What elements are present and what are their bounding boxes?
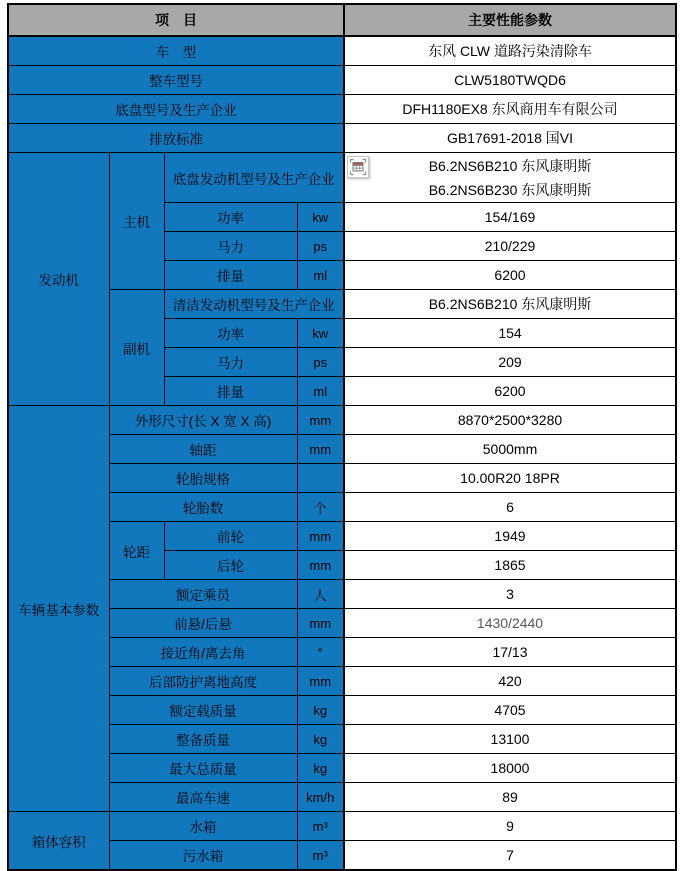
spec-unit: mm [297, 667, 344, 696]
spec-label: 排放标准 [8, 124, 344, 153]
row-rated-load [8, 696, 676, 725]
spec-value: 209 [344, 348, 676, 377]
spec-label: 整备质量 [109, 725, 297, 754]
spec-label: 底盘型号及生产企业 [8, 95, 344, 124]
spec-label: 接近角/离去角 [109, 638, 297, 667]
engine-model-line-2: B6.2NS6B230 东风康明斯 [428, 181, 592, 198]
spec-label: 前轮 [164, 522, 297, 551]
row-emission-standard [8, 124, 676, 153]
spec-label: 轮胎数 [109, 493, 297, 522]
spec-unit [297, 464, 344, 493]
spec-unit: kw [297, 203, 344, 232]
row-curb-weight [8, 725, 676, 754]
spec-label: 功率 [164, 319, 297, 348]
spec-label: 水箱 [109, 812, 297, 841]
spec-label: 额定乘员 [109, 580, 297, 609]
spec-unit: 人 [297, 580, 344, 609]
spec-unit: ps [297, 348, 344, 377]
row-tire-count [8, 493, 676, 522]
spec-value: 6200 [344, 377, 676, 406]
spec-unit: mm [297, 522, 344, 551]
spec-label: 排量 [164, 261, 297, 290]
table-select-icon[interactable] [347, 156, 369, 178]
engine-main-cell: 主机 [109, 153, 164, 290]
spec-label: 前悬/后悬 [109, 609, 297, 638]
spec-unit: kg [297, 754, 344, 783]
spec-value: 9 [344, 812, 676, 841]
header-params-cell: 主要性能参数 [344, 4, 676, 36]
header-item-cell: 项 目 [8, 4, 344, 36]
spec-label: 后部防护离地高度 [109, 667, 297, 696]
spec-label: 最大总质量 [109, 754, 297, 783]
spec-label: 清洁发动机型号及生产企业 [164, 290, 344, 319]
spec-value: GB17691-2018 国VI [344, 124, 676, 153]
spec-unit: ps [297, 232, 344, 261]
spec-label: 马力 [164, 348, 297, 377]
row-gross-weight [8, 754, 676, 783]
row-rear-guard-height [8, 667, 676, 696]
spec-label: 排量 [164, 377, 297, 406]
row-chassis-model [8, 95, 676, 124]
spec-value: CLW5180TWQD6 [344, 66, 676, 95]
spec-unit: 个 [297, 493, 344, 522]
row-water-tank [8, 812, 676, 841]
tank-group-cell: 箱体容积 [8, 812, 109, 871]
spec-value: 1949 [344, 522, 676, 551]
row-rated-passengers [8, 580, 676, 609]
vehicle-spec-table [7, 3, 677, 871]
spec-unit: kg [297, 725, 344, 754]
spec-value: 154 [344, 319, 676, 348]
spec-value: 13100 [344, 725, 676, 754]
spec-value: 10.00R20 18PR [344, 464, 676, 493]
spec-unit: mm [297, 609, 344, 638]
spec-unit: kw [297, 319, 344, 348]
spec-value: 17/13 [344, 638, 676, 667]
spec-value: 420 [344, 667, 676, 696]
spec-unit: km/h [297, 783, 344, 812]
spec-value: 8870*2500*3280 [344, 406, 676, 435]
spec-label: 底盘发动机型号及生产企业 [164, 153, 344, 203]
spec-value: 210/229 [344, 232, 676, 261]
engine-aux-cell: 副机 [109, 290, 164, 406]
spec-value [344, 153, 676, 203]
row-vehicle-type [8, 36, 676, 66]
row-wheelbase [8, 435, 676, 464]
spec-label: 外形尺寸(长 X 宽 X 高) [109, 406, 297, 435]
table-select-icon-glyph [349, 158, 367, 176]
spec-label: 车 型 [8, 36, 344, 66]
row-tire-spec [8, 464, 676, 493]
spec-label: 污水箱 [109, 841, 297, 871]
spec-label: 功率 [164, 203, 297, 232]
row-overhang [8, 609, 676, 638]
spec-unit: mm [297, 435, 344, 464]
spec-value: 4705 [344, 696, 676, 725]
row-approach-departure-angle [8, 638, 676, 667]
spec-value: 154/169 [344, 203, 676, 232]
table-header-row [8, 4, 676, 36]
spec-value: 5000mm [344, 435, 676, 464]
spec-value: 1865 [344, 551, 676, 580]
track-group-cell: 轮距 [109, 522, 164, 580]
row-chassis-engine-model [8, 153, 676, 203]
spec-unit: m³ [297, 841, 344, 871]
spec-value: B6.2NS6B210 东风康明斯 [344, 290, 676, 319]
spec-label: 轴距 [109, 435, 297, 464]
spec-value: 89 [344, 783, 676, 812]
spec-label: 马力 [164, 232, 297, 261]
spec-value: 1430/2440 [344, 609, 676, 638]
spec-label: 整车型号 [8, 66, 344, 95]
spec-unit: ml [297, 261, 344, 290]
row-front-track [8, 522, 676, 551]
spec-unit: ° [297, 638, 344, 667]
spec-value: 6 [344, 493, 676, 522]
row-max-speed [8, 783, 676, 812]
spec-unit: ml [297, 377, 344, 406]
spec-value: 7 [344, 841, 676, 871]
row-sewage-tank [8, 841, 676, 871]
spec-label: 后轮 [164, 551, 297, 580]
spec-value: 6200 [344, 261, 676, 290]
spec-label: 最高车速 [109, 783, 297, 812]
spec-value: DFH1180EX8 东风商用车有限公司 [344, 95, 676, 124]
spec-unit: mm [297, 406, 344, 435]
spec-unit: kg [297, 696, 344, 725]
row-model-code [8, 66, 676, 95]
spec-value: 18000 [344, 754, 676, 783]
basic-group-cell: 车辆基本参数 [8, 406, 109, 812]
spec-label: 轮胎规格 [109, 464, 297, 493]
spec-unit: mm [297, 551, 344, 580]
row-clean-engine-model [8, 290, 676, 319]
spec-value: 3 [344, 580, 676, 609]
engine-model-line-1: B6.2NS6B210 东风康明斯 [428, 157, 592, 174]
spec-value: 东风 CLW 道路污染清除车 [344, 36, 676, 66]
row-dimensions [8, 406, 676, 435]
spec-label: 额定载质量 [109, 696, 297, 725]
spec-unit: m³ [297, 812, 344, 841]
engine-group-cell: 发动机 [8, 153, 109, 406]
